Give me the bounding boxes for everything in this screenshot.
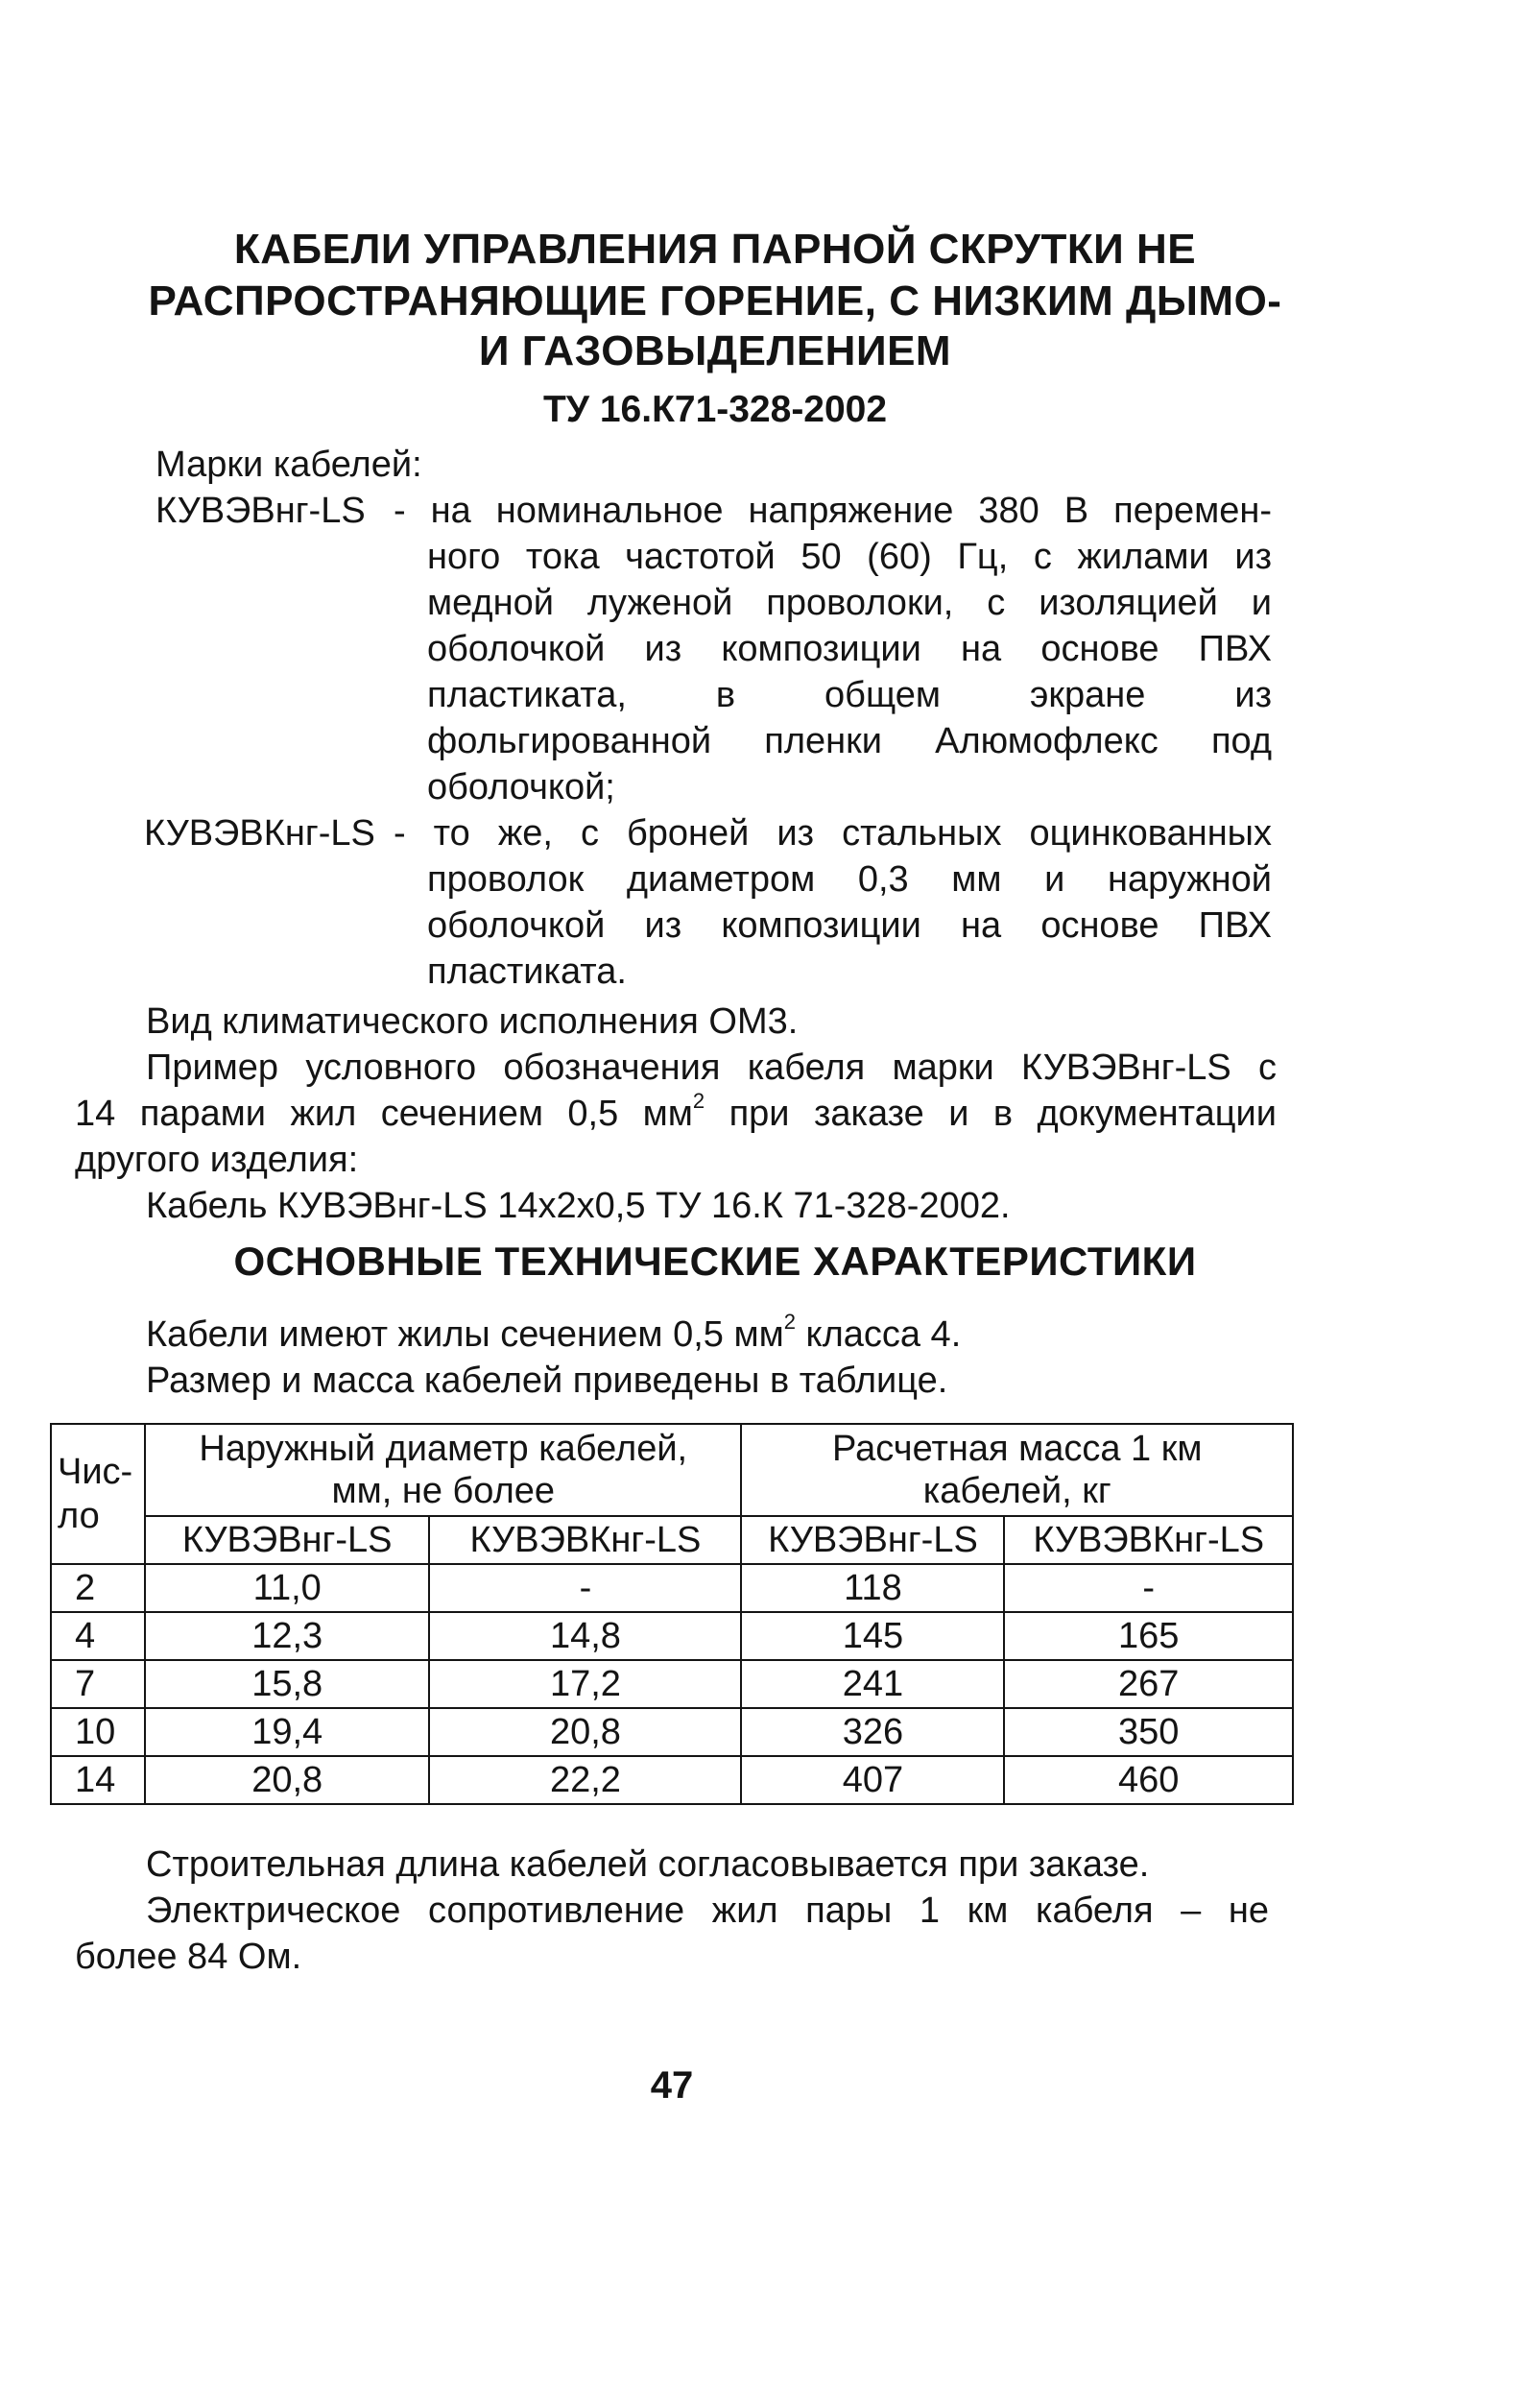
cell: 118 [741, 1564, 1004, 1612]
sub-header: КУВЭВКнг-LS [429, 1516, 741, 1564]
brand-description [394, 488, 1272, 810]
table-row [51, 1660, 1293, 1708]
example-line: другого изделия: [75, 1140, 359, 1180]
cell: 14,8 [429, 1612, 741, 1660]
example-line [75, 1091, 1277, 1137]
cell: 22,2 [429, 1756, 741, 1804]
cell-pairs: 10 [51, 1708, 145, 1756]
sub-header: КУВЭВКнг-LS [1004, 1516, 1293, 1564]
intro-text: класса 4. [795, 1314, 962, 1355]
title-line-1: КАБЕЛИ УПРАВЛЕНИЯ ПАРНОЙ СКРУТКИ НЕ [233, 226, 1197, 273]
cell: 350 [1004, 1708, 1293, 1756]
table-row [51, 1756, 1293, 1804]
table-row [51, 1708, 1293, 1756]
cell-pairs: 4 [51, 1612, 145, 1660]
cell: 326 [741, 1708, 1004, 1756]
sub-header: КУВЭВнг-LS [145, 1516, 429, 1564]
intro-line [146, 1312, 961, 1358]
description-line: фольгированной пленки Алюмофлекс под [427, 721, 1272, 761]
brand-name: КУВЭВКнг-LS [144, 813, 375, 854]
example-text: при заказе и в документации [705, 1094, 1277, 1134]
description-line: оболочкой; [427, 767, 615, 807]
cell: 267 [1004, 1660, 1293, 1708]
description-line: проволок диаметром 0,3 мм и наружной [427, 859, 1272, 900]
description-line: оболочкой из композиции на основе ПВХ [427, 905, 1272, 946]
superscript: 2 [692, 1089, 705, 1114]
table-row [51, 1612, 1293, 1660]
header-text: мм, не более [331, 1471, 556, 1511]
table-row [51, 1564, 1293, 1612]
title-line-2: РАСПРОСТРАНЯЮЩИЕ ГОРЕНИЕ, С НИЗКИМ ДЫМО- [148, 277, 1282, 325]
table-header-row [51, 1424, 1293, 1516]
description-line: оболочкой из композиции на основе ПВХ [427, 629, 1272, 669]
superscript: 2 [783, 1310, 796, 1335]
footer-line: более 84 Ом. [75, 1937, 302, 1977]
group-header-mass [741, 1424, 1293, 1516]
spec-code: ТУ 16.К71-328-2002 [542, 389, 888, 430]
header-text: кабелей, кг [922, 1471, 1111, 1511]
description-line: ного тока частотой 50 (60) Гц, с жилами из [427, 537, 1272, 577]
footer-line: Электрическое сопротивление жил пары 1 км кабеля – не [146, 1890, 1269, 1931]
cell: 165 [1004, 1612, 1293, 1660]
page-number: 47 [650, 2064, 694, 2107]
header-text: ло [58, 1496, 100, 1536]
cell: 241 [741, 1660, 1004, 1708]
description-line: пластиката. [427, 951, 627, 992]
example-designation: Кабель КУВЭВнг-LS 14х2х0,5 ТУ 16.К 71-328-2002. [146, 1186, 1011, 1226]
intro-line: Размер и масса кабелей приведены в таблице. [146, 1361, 948, 1401]
cell: 145 [741, 1612, 1004, 1660]
brands-label: Марки кабелей: [155, 445, 422, 485]
description-line: пластиката, в общем экране из [427, 675, 1272, 715]
description-line: - то же, с броней из стальных оцинкованных [394, 813, 1272, 854]
cell: 19,4 [145, 1708, 429, 1756]
cell-pairs: 2 [51, 1564, 145, 1612]
header-text: Чис- [58, 1452, 133, 1492]
col-header-pairs [51, 1424, 145, 1564]
description-line: медной луженой проволоки, с изоляцией и [427, 583, 1272, 623]
cell: 20,8 [145, 1756, 429, 1804]
cell: 20,8 [429, 1708, 741, 1756]
sub-header: КУВЭВнг-LS [741, 1516, 1004, 1564]
table-subheader-row [51, 1516, 1293, 1564]
cell: 407 [741, 1756, 1004, 1804]
header-text: Наружный диаметр кабелей, [199, 1429, 688, 1469]
cell: 12,3 [145, 1612, 429, 1660]
climate-note: Вид климатического исполнения ОМ3. [146, 1001, 799, 1042]
cell: - [1004, 1564, 1293, 1612]
brand-description [394, 810, 1272, 995]
specs-table [50, 1423, 1294, 1805]
header-text: Расчетная масса 1 км [831, 1429, 1203, 1469]
section-title: ОСНОВНЫЕ ТЕХНИЧЕСКИЕ ХАРАКТЕРИСТИКИ [233, 1239, 1197, 1284]
example-line: Пример условного обозначения кабеля марки КУВЭВнг-LS с [146, 1047, 1277, 1088]
footer-line: Строительная длина кабелей согласовывается при заказе. [146, 1844, 1150, 1885]
intro-text: Кабели имеют жилы сечением 0,5 мм [146, 1314, 784, 1355]
group-header-diameter [145, 1424, 741, 1516]
cell-pairs: 14 [51, 1756, 145, 1804]
cell: - [429, 1564, 741, 1612]
example-text: 14 парами жил сечением 0,5 мм [75, 1094, 693, 1134]
cell: 460 [1004, 1756, 1293, 1804]
brand-name: КУВЭВнг-LS [155, 491, 366, 531]
cell: 15,8 [145, 1660, 429, 1708]
cell-pairs: 7 [51, 1660, 145, 1708]
description-line: - на номинальное напряжение 380 В перемен- [394, 491, 1272, 531]
title-line-3: И ГАЗОВЫДЕЛЕНИЕМ [478, 327, 952, 374]
cell: 17,2 [429, 1660, 741, 1708]
cell: 11,0 [145, 1564, 429, 1612]
